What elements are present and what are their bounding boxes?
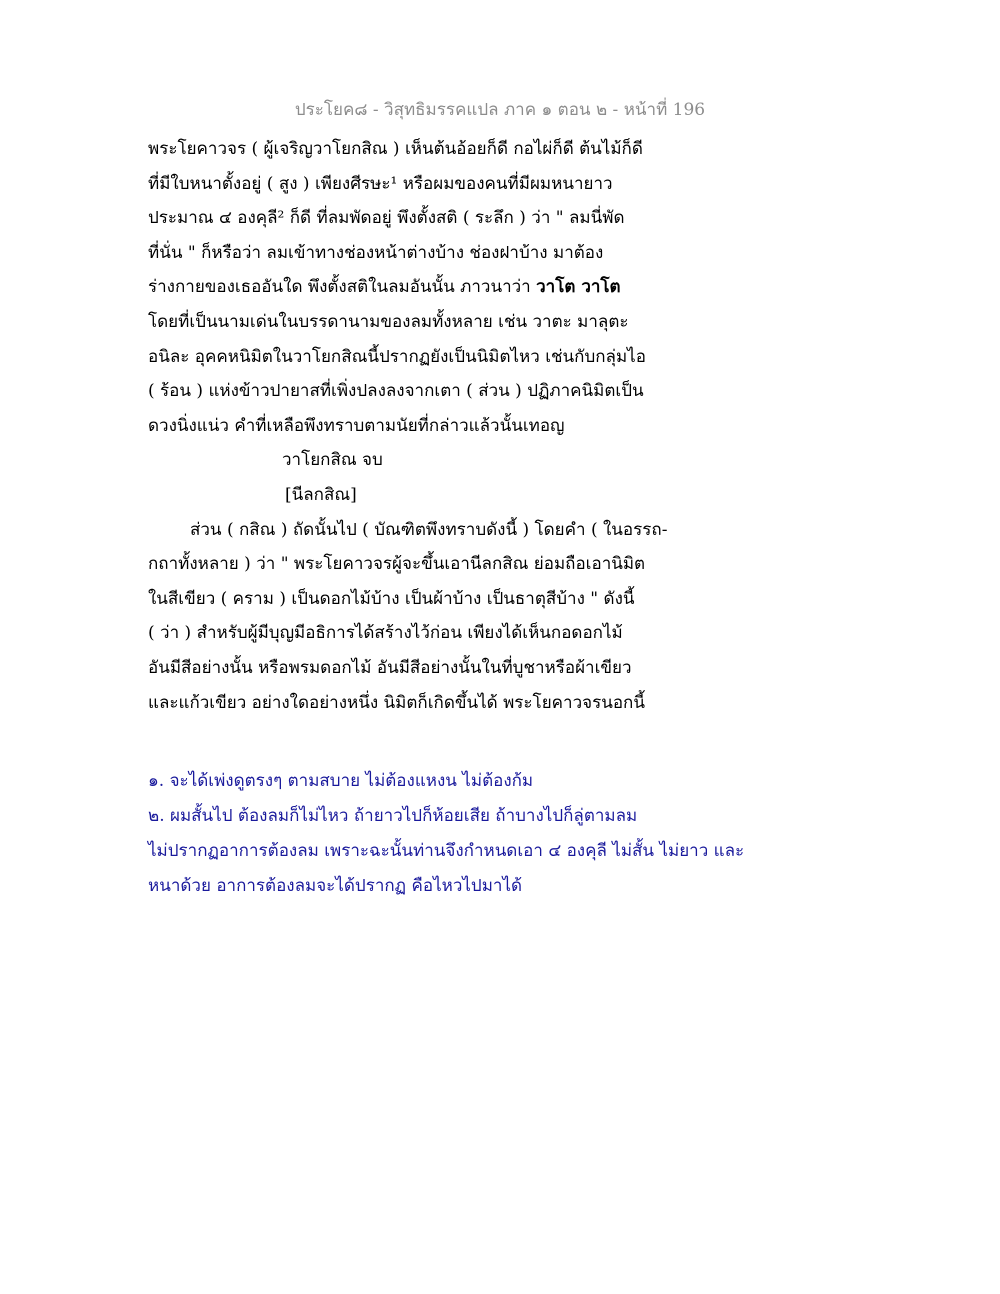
body-line: ดวงนิ่งแน่ว คำที่เหลือพึงทราบตามนัยที่กล่าวแล้วนั้นเทอญ: [148, 415, 565, 436]
body-line: พระโยคาวจร ( ผู้เจริญวาโยกสิณ ) เห็นต้นอ้อยก็ดี กอไผ่ก็ดี ต้นไม้ก็ดี: [148, 139, 643, 159]
body-line: อันมีสีอย่างนั้น หรือพรมดอกไม้ อันมีสีอย่างนั้นในที่บูชาหรือผ้าเขียว: [148, 657, 632, 678]
section-end-title: วาโยกสิณ จบ: [282, 450, 383, 471]
footnote-2-continued: ไม่ปรากฏอาการต้องลม เพราะฉะนั้นท่านจึงกำหนดเอา ๔ องคุลี ไม่สั้น ไม่ยาว และ: [148, 841, 745, 861]
footnotes: [148, 764, 768, 904]
body-line: ประมาณ ๔ องคุลี² ก็ดี ที่ลมพัดอยู่ พึงตั้งสติ ( ระลึก ) ว่า " ลมนี่พัด: [148, 208, 625, 229]
body-line: ในสีเขียว ( คราม ) เป็นดอกไม้บ้าง เป็นผ้าบ้าง เป็นธาตุสีบ้าง " ดังนี้: [148, 588, 635, 609]
body-line: โดยที่เป็นนามเด่นในบรรดานามของลมทั้งหลาย เช่น วาตะ มาลุตะ: [148, 311, 629, 332]
footnote-1: ๑. จะได้เพ่งดูตรงๆ ตามสบาย ไม่ต้องแหงน ไม่ต้องก้ม: [148, 771, 534, 791]
body-line: [148, 270, 708, 305]
footnote-2-continued: หนาด้วย อาการต้องลมจะได้ปรากฏ คือไหวไปมาได้: [148, 876, 523, 896]
section-title: [นีลกสิณ]: [285, 484, 357, 505]
body-line: ( ร้อน ) แห่งข้าวปายาสที่เพิ่งปลงลงจากเตา ( ส่วน ) ปฏิภาคนิมิตเป็น: [148, 381, 644, 402]
footnote-2: ๒. ผมสั้นไป ต้องลมก็ไม่ไหว ถ้ายาวไปก็ห้อยเสีย ถ้าบางไปก็ลู่ตามลม: [148, 806, 638, 826]
body-line: ( ว่า ) สำหรับผู้มีบุญมีอธิการได้สร้างไว้ก่อน เพียงได้เห็นกอดอกไม้: [148, 623, 623, 644]
page-header: ประโยค๘ - วิสุทธิมรรคแปล ภาค ๑ ตอน ๒ - หน้าที่ 196: [294, 100, 706, 120]
body-line-text: ร่างกายของเธออันใด พึงตั้งสติในลมอันนั้น ภาวนาว่า: [148, 277, 537, 298]
body-line: ที่นั่น " ก็หรือว่า ลมเข้าทางช่องหน้าต่างบ้าง ช่องฝาบ้าง มาต้อง: [148, 242, 604, 263]
body-line: กถาทั้งหลาย ) ว่า " พระโยคาวจรผู้จะขึ้นเอานีลกสิณ ย่อมถือเอานิมิต: [148, 554, 646, 575]
body-line: ที่มีใบหนาตั้งอยู่ ( สูง ) เพียงศีรษะ¹ หรือผมของคนที่มีผมหนายาว: [148, 173, 613, 194]
body-line: อนิละ อุคคหนิมิตในวาโยกสิณนี้ปรากฏยังเป็นนิมิตไหว เช่นกับกลุ่มไอ: [148, 346, 646, 367]
main-body-text: [148, 132, 708, 720]
bold-phrase: วาโต วาโต: [536, 277, 621, 298]
body-line: และแก้วเขียว อย่างใดอย่างหนึ่ง นิมิตก็เกิดขึ้นได้ พระโยคาวจรนอกนี้: [148, 692, 645, 713]
paragraph-first-line: ส่วน ( กสิณ ) ถัดนั้นไป ( บัณฑิตพึงทราบดังนี้ ) โดยคำ ( ในอรรถ-: [190, 519, 668, 540]
